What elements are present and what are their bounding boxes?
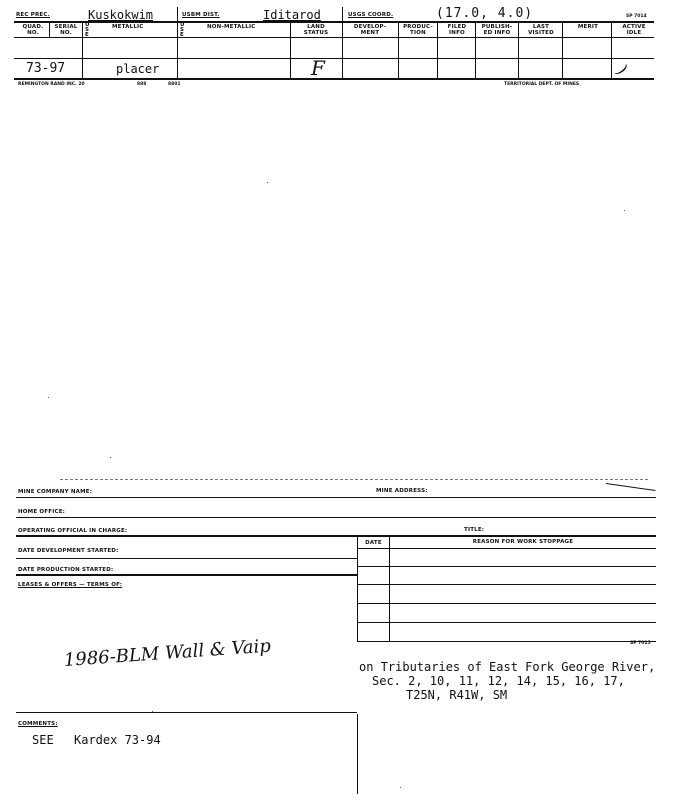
form-number-lower: SP 7015 — [630, 641, 651, 646]
stoppage-reason-header: REASON FOR WORK STOPPAGE — [472, 539, 574, 545]
department-credit: TERRITORIAL DEPT. OF MINES — [504, 82, 580, 87]
rule-home-office — [16, 517, 656, 518]
speck — [110, 457, 111, 458]
printer-code-2: 8801 — [168, 82, 181, 87]
rule-top-1 — [14, 21, 654, 23]
location-line-3: T25N, R41W, SM — [406, 688, 508, 702]
col-production: PRODUC- TION — [403, 24, 433, 36]
col-div-land — [290, 22, 291, 79]
col-quad-no: QUAD. NO. — [22, 24, 44, 36]
stoppage-left-border — [357, 536, 358, 642]
rule-date-prod — [16, 574, 357, 576]
printer-credit: REMINGTON RAND INC. 20 — [18, 82, 85, 87]
col-div-a — [177, 7, 178, 79]
col-use-nonmetallic: USE — [180, 22, 185, 38]
mine-company-name-label: MINE COMPANY NAME: — [18, 489, 93, 495]
col-div-last — [562, 22, 563, 79]
col-div-serial — [82, 22, 83, 79]
operating-official-label: OPERATING OFFICIAL IN CHARGE: — [18, 528, 128, 534]
home-office-label: HOME OFFICE: — [18, 509, 66, 515]
stoppage-row-3 — [357, 603, 656, 604]
stoppage-row-4 — [357, 622, 656, 623]
usbm-dist-label: USBM DIST. — [182, 12, 220, 18]
col-active-idle: ACTIVE IDLE — [622, 24, 646, 36]
stoppage-date-header: DATE — [365, 540, 382, 546]
stoppage-row-1 — [357, 566, 656, 567]
rec-prec-value: Kuskokwim — [88, 8, 154, 22]
rule-top-2 — [14, 37, 654, 38]
rule-operating — [16, 535, 656, 537]
form-number: SP 7014 — [626, 14, 647, 19]
comments-reference: Kardex 73-94 — [74, 733, 161, 747]
speck — [624, 210, 625, 211]
date-prod-started-label: DATE PRODUCTION STARTED: — [18, 567, 114, 573]
usgs-coord-value: (17.0, 4.0) — [436, 6, 534, 21]
usgs-coord-label: USGS COORD. — [348, 12, 394, 18]
col-filed-info: FILED INFO — [447, 24, 467, 36]
col-serial-no: SERIAL NO. — [54, 24, 78, 36]
record-land-status: F — [311, 56, 325, 80]
handwritten-note: 1986-BLM Wall & Vaip — [63, 635, 272, 671]
speck — [267, 182, 268, 183]
col-div-merit — [611, 22, 612, 79]
comments-see: SEE — [32, 733, 54, 747]
comments-label: COMMENTS: — [18, 721, 58, 727]
rule-above-comments — [16, 712, 357, 713]
printer-code-1: 888 — [137, 82, 147, 87]
col-div-pub — [518, 22, 519, 79]
col-non-metallic: NON-METALLIC — [207, 24, 256, 30]
record-active-idle: ) — [613, 60, 631, 79]
col-div-prod — [437, 22, 438, 79]
col-published-info: PUBLISH- ED INFO — [481, 24, 513, 36]
rule-top-3 — [14, 58, 654, 59]
record-metallic: placer — [116, 62, 160, 76]
col-div-filed — [475, 22, 476, 79]
mine-address-label: MINE ADDRESS: — [376, 488, 428, 494]
col-land-status: LAND STATUS — [303, 24, 329, 36]
col-use-metallic: USE — [85, 22, 90, 38]
rec-prec-label: REC PREC. — [16, 12, 50, 18]
rule-date-dev — [16, 558, 357, 559]
col-metallic: METALLIC — [112, 24, 144, 30]
stoppage-row-2 — [357, 584, 656, 585]
col-last-visited: LAST VISITED — [528, 24, 554, 36]
record-quad-serial: 73-97 — [26, 61, 66, 76]
lower-top-edge — [60, 479, 648, 480]
comments-right-border — [357, 714, 358, 794]
usbm-dist-value: Iditarod — [263, 8, 321, 22]
speck — [400, 787, 401, 788]
rule-top-4 — [14, 78, 654, 80]
col-merit: MERIT — [577, 24, 599, 30]
col-div-b — [342, 7, 343, 79]
date-dev-started-label: DATE DEVELOPMENT STARTED: — [18, 548, 119, 554]
col-div-dev — [398, 22, 399, 79]
title-label: TITLE: — [464, 527, 485, 533]
speck — [48, 397, 49, 398]
col-development: DEVELOP- MENT — [353, 24, 387, 36]
location-line-2: Sec. 2, 10, 11, 12, 14, 15, 16, 17, — [372, 674, 625, 688]
lower-top-edge-curl — [606, 483, 656, 491]
leases-offers-label: LEASES & OFFERS — TERMS OF: — [18, 582, 123, 588]
location-line-1: on Tributaries of East Fork George River, — [359, 660, 656, 674]
stoppage-header-rule — [357, 548, 656, 549]
stoppage-date-divider — [389, 536, 390, 642]
stoppage-row-5 — [357, 641, 656, 642]
rule-mine-company — [16, 497, 656, 498]
